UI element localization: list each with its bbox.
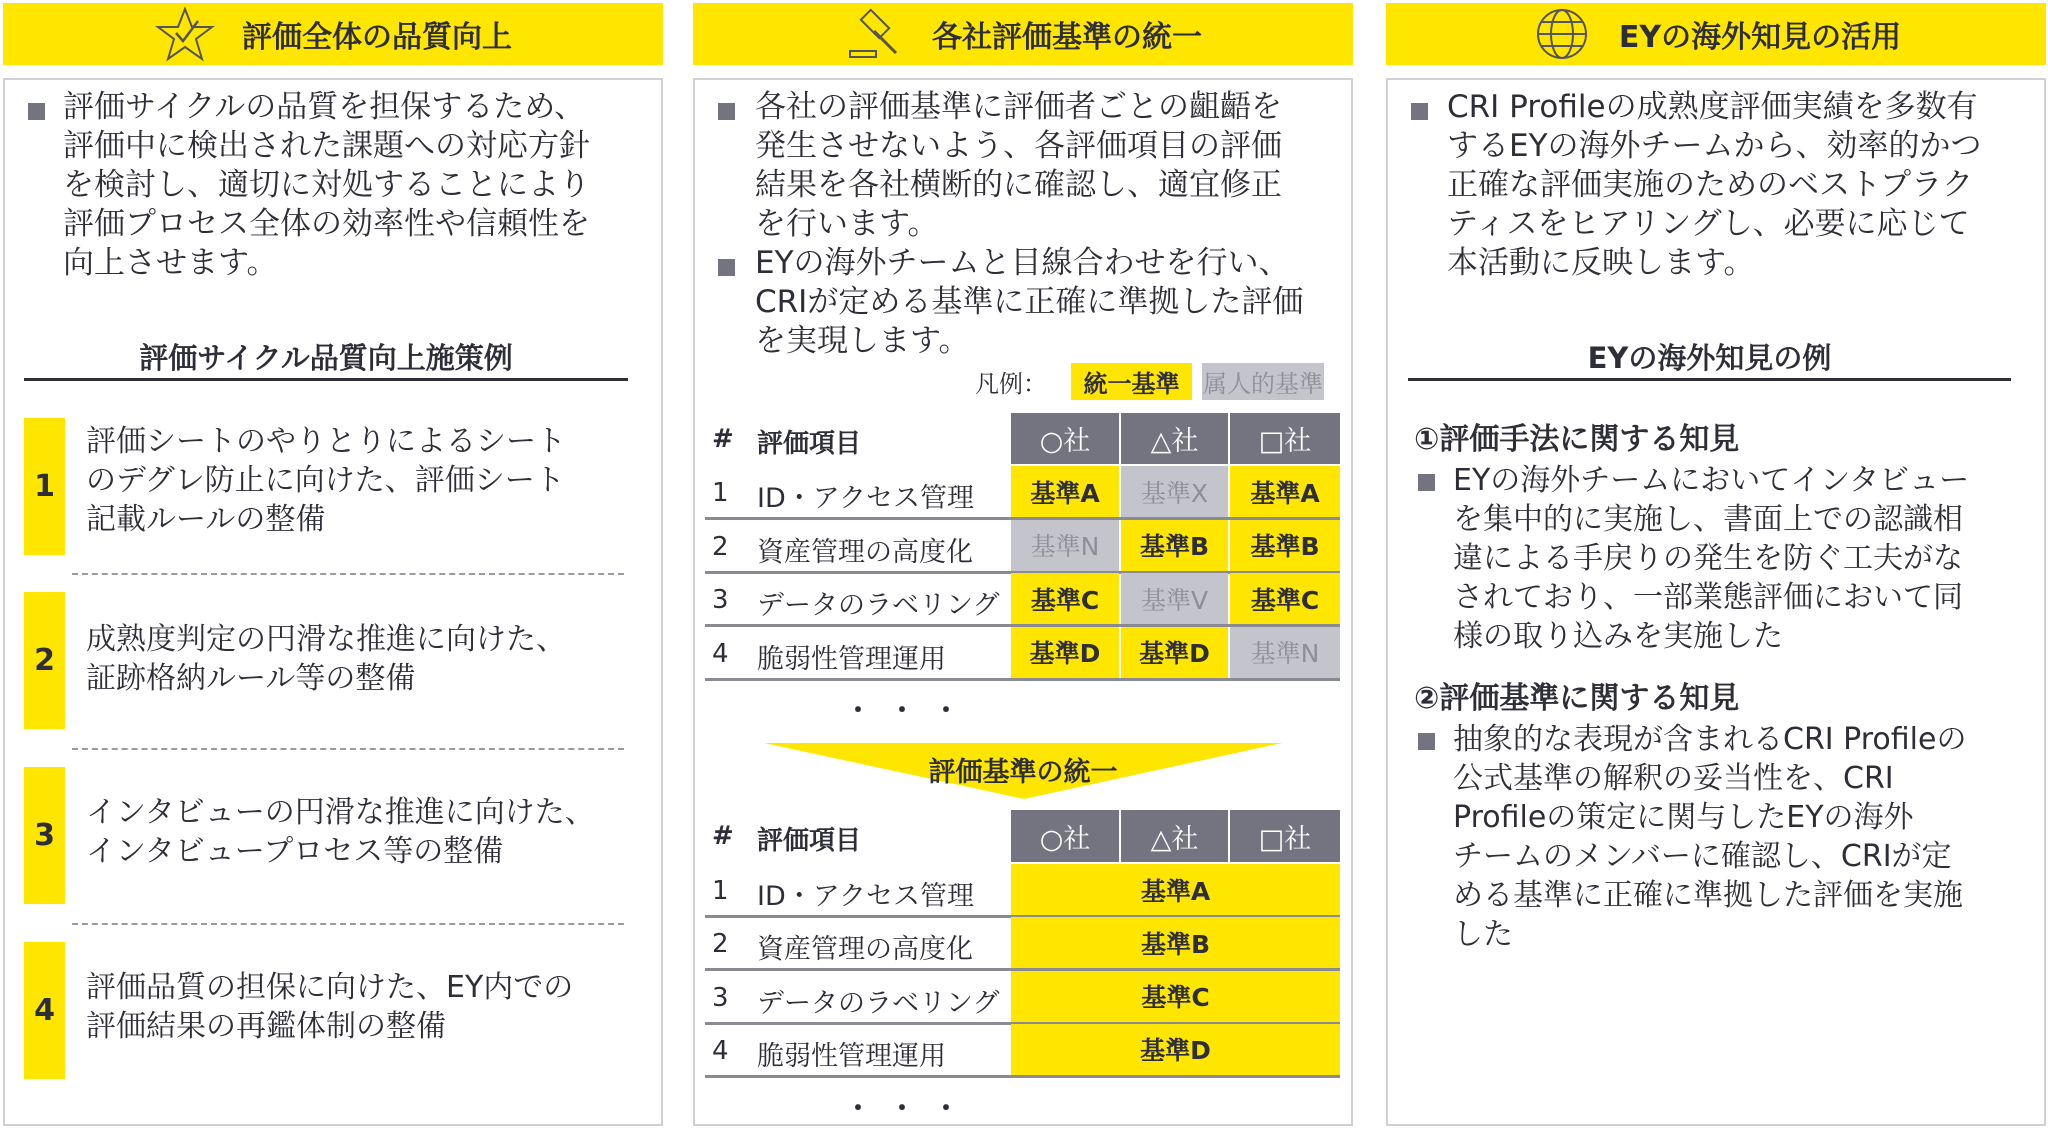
list-item: インタビューの円滑な推進に向けた、 インタビュープロセス等の整備 <box>86 795 595 869</box>
row-number: 1 <box>712 478 729 508</box>
divider <box>72 573 624 575</box>
intro-text: CRI Profileの成熟度評価実績を多数有 するEYの海外チームから、効率的かつ 正確な評価実施のためのベストプラク ティスをヒアリングし、必要に応じて 本活動に反映します。 <box>1447 89 1982 281</box>
row-number: 2 <box>712 531 729 562</box>
gavel-icon <box>844 5 906 63</box>
company-header: ○社 <box>1011 810 1119 862</box>
divider <box>72 748 624 750</box>
unified-standard-cell: 基準B <box>1011 917 1340 968</box>
row-number: 3 <box>712 982 729 1013</box>
example-heading: ②評価基準に関する知見 <box>1414 681 1740 716</box>
table-header-hash: # <box>712 821 734 851</box>
standard-cell: 基準D <box>1011 627 1119 678</box>
standard-cell: 基準A <box>1230 466 1340 517</box>
star-check-icon <box>154 5 216 63</box>
subheading: 評価サイクル品質向上施策例 <box>139 341 513 375</box>
bullet-marker <box>1418 733 1435 750</box>
standard-cell: 基準C <box>1011 573 1119 624</box>
example-heading: ①評価手法に関する知見 <box>1414 422 1740 457</box>
row-item: 脆弱性管理運用 <box>757 1040 946 1072</box>
table-header-item: 評価項目 <box>757 429 862 459</box>
company-header: □社 <box>1230 810 1340 862</box>
row-item: データのラベリング <box>757 987 1000 1019</box>
standard-cell: 基準X <box>1121 466 1228 517</box>
list-item: 成熟度判定の円滑な推進に向けた、 証跡格納ルール等の整備 <box>86 622 566 696</box>
column-title: 各社評価基準の統一 <box>932 20 1202 55</box>
standard-cell: 基準B <box>1121 520 1228 571</box>
row-divider <box>705 1075 1340 1078</box>
standard-cell: 基準V <box>1121 573 1228 624</box>
row-item: ID・アクセス管理 <box>757 483 974 514</box>
bullet-marker <box>1418 474 1435 491</box>
company-header: △社 <box>1121 413 1228 464</box>
column-title: EYの海外知見の活用 <box>1618 20 1902 55</box>
example-text: 抽象的な表現が含まれるCRI Profileの 公式基準の解釈の妥当性を、CRI Profileの策定に関与したEYの海外 チームのメンバーに確認し、CRIが定 める基準に正確に準拠した評価を実施 した <box>1453 722 1967 952</box>
globe-icon <box>1531 5 1593 63</box>
standard-cell: 基準D <box>1121 627 1228 678</box>
bullet-marker <box>718 259 735 276</box>
column-header-standards <box>693 3 1353 65</box>
column-header-global <box>1386 3 2046 65</box>
column-title: 評価全体の品質向上 <box>242 20 512 55</box>
standard-cell: 基準N <box>1230 627 1340 678</box>
unified-standard-cell: 基準A <box>1011 864 1340 915</box>
legend-label: 凡例： <box>975 370 1047 398</box>
list-item: 評価品質の担保に向けた、EY内での 評価結果の再鑑体制の整備 <box>86 970 574 1044</box>
legend-individual: 属人的基準 <box>1202 363 1324 400</box>
bullet-marker <box>28 103 45 120</box>
row-item: ID・アクセス管理 <box>757 881 974 912</box>
company-header: ○社 <box>1011 413 1119 464</box>
standard-cell: 基準A <box>1011 466 1119 517</box>
column-header-quality <box>3 3 663 65</box>
divider <box>72 923 624 925</box>
standard-cell: 基準N <box>1011 520 1119 571</box>
example-text: EYの海外チームにおいてインタビュー を集中的に実施し、書面上での認識相 違による手戻りの発生を防ぐ工夫がな されており、一部業態評価において同 様の取り込みを実施した <box>1453 463 1970 654</box>
table-header-item: 評価項目 <box>757 826 862 856</box>
standard-cell: 基準B <box>1230 520 1340 571</box>
arrow-label: 評価基準の統一 <box>928 757 1118 788</box>
bullet-marker <box>718 103 735 120</box>
list-item: 評価シートのやりとりによるシート のデグレ防止に向けた、評価シート 記載ルールの整備 <box>86 424 566 537</box>
item-number: 1 <box>24 418 65 555</box>
company-header: □社 <box>1230 413 1340 464</box>
ellipsis: ・・・ <box>845 696 978 726</box>
unified-standard-cell: 基準C <box>1011 971 1340 1022</box>
item-number: 3 <box>24 767 65 904</box>
bullet-marker <box>1411 103 1428 120</box>
row-item: 脆弱性管理運用 <box>757 643 946 675</box>
divider <box>1408 378 2011 381</box>
table-header-hash: # <box>712 424 734 454</box>
row-number: 4 <box>712 1035 729 1066</box>
legend-unified: 統一基準 <box>1071 363 1192 400</box>
item-number: 2 <box>24 592 65 729</box>
item-number: 4 <box>24 942 65 1079</box>
unified-standard-cell: 基準D <box>1011 1024 1340 1075</box>
standard-cell: 基準C <box>1230 573 1340 624</box>
row-number: 2 <box>712 929 729 960</box>
row-item: 資産管理の高度化 <box>757 536 973 568</box>
subheading: EYの海外知見の例 <box>1587 341 1832 375</box>
divider <box>24 378 628 381</box>
row-item: データのラベリング <box>757 590 1000 621</box>
bullet-text: 各社の評価基準に評価者ごとの齟齬を 発生させないよう、各評価項目の評価 結果を各社横断的に確認し、適宜修正 を行います。 <box>755 89 1282 242</box>
row-number: 4 <box>712 638 729 669</box>
row-number: 1 <box>712 876 729 906</box>
row-number: 3 <box>712 585 729 615</box>
intro-text: 評価サイクルの品質を担保するため、 評価中に検出された課題への対応方針 を検討し、適切に対処することにより 評価プロセス全体の効率性や信頼性を 向上させます。 <box>63 89 590 281</box>
bullet-text: EYの海外チームと目線合わせを行い、 CRIが定める基準に正確に準拠した評価 を実現します。 <box>755 245 1304 359</box>
company-header: △社 <box>1121 810 1228 862</box>
ellipsis: ・・・ <box>845 1094 978 1124</box>
row-item: 資産管理の高度化 <box>757 934 973 966</box>
row-divider <box>705 678 1340 681</box>
